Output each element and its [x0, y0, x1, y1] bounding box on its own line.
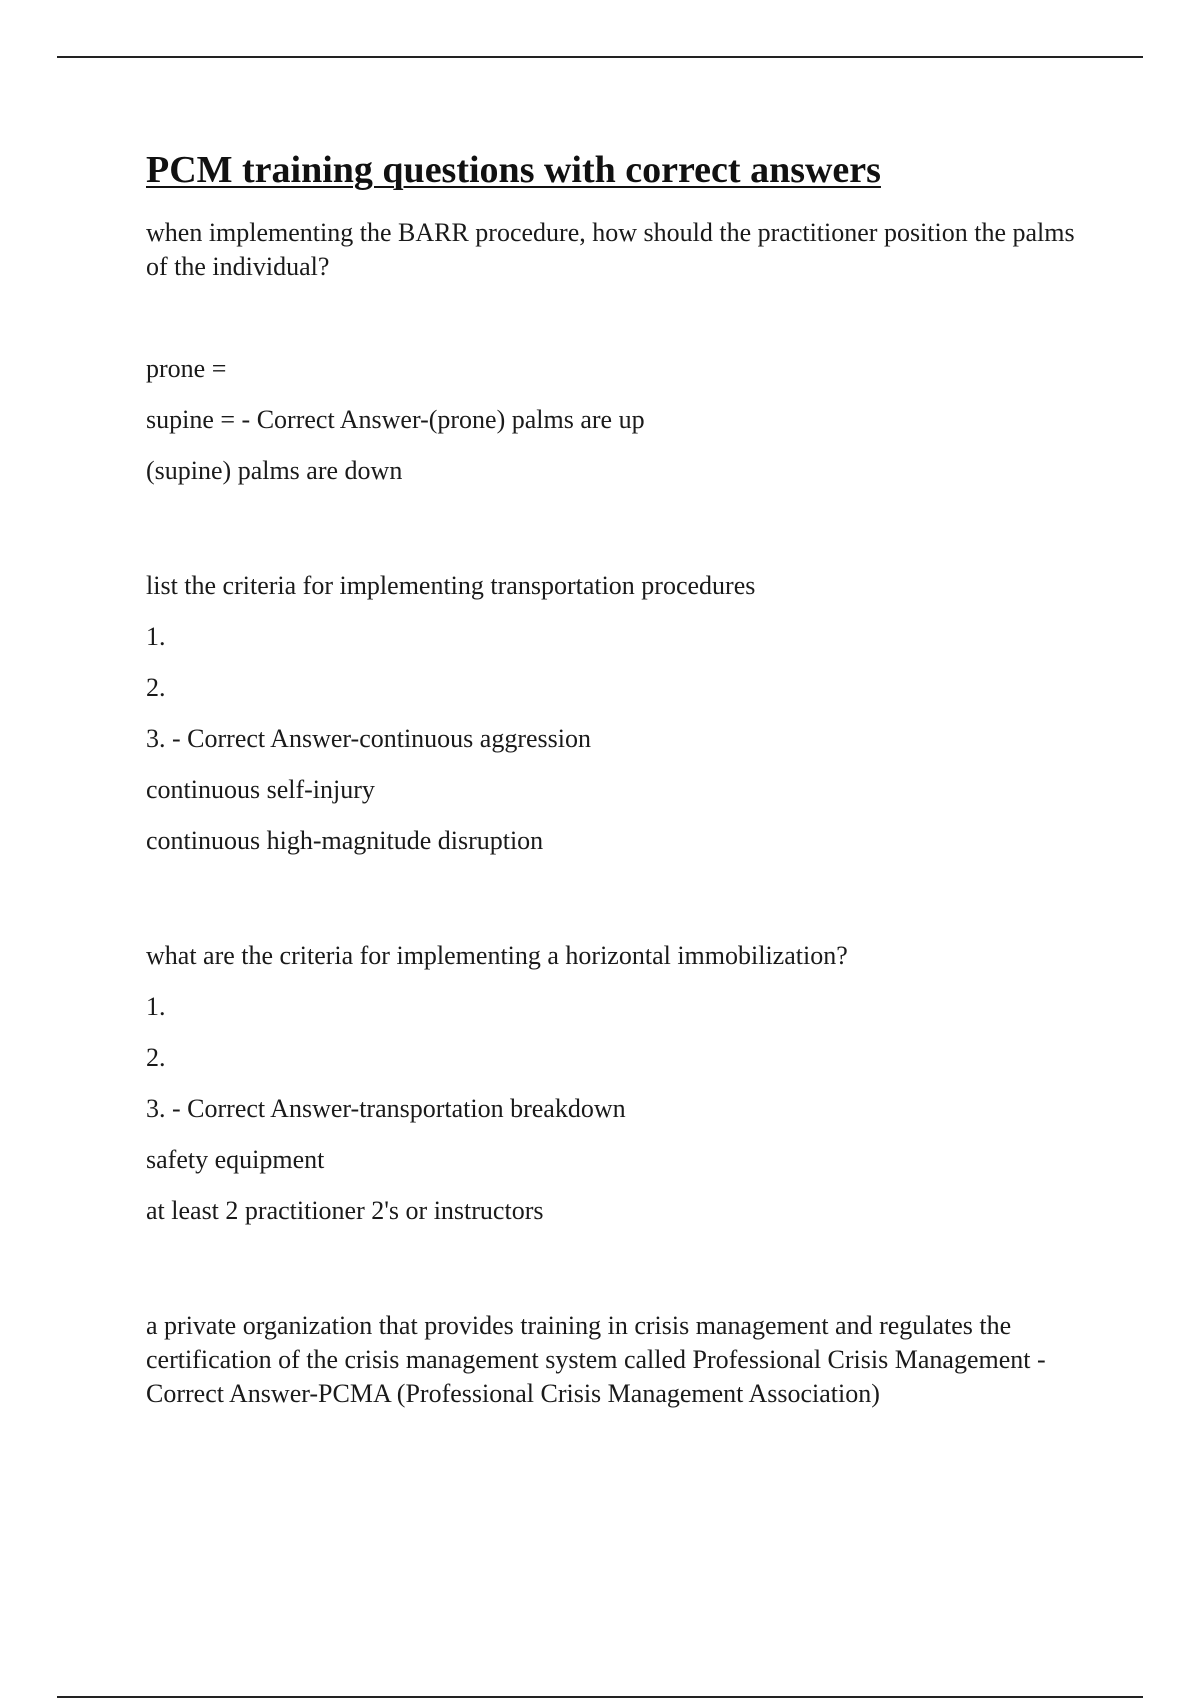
- spacer: [146, 1245, 1096, 1309]
- spacer: [146, 284, 1096, 352]
- answer-line: continuous high-magnitude disruption: [146, 826, 544, 855]
- answer-line: safety equipment: [146, 1145, 325, 1174]
- answer-line: 2.: [146, 673, 166, 702]
- qa-block-2: [146, 569, 1096, 858]
- document-title: PCM training questions with correct answers: [146, 149, 881, 191]
- qa-block-4: [146, 1309, 1096, 1411]
- answer-line: (supine) palms are down: [146, 456, 403, 485]
- document-body: [146, 146, 1096, 1411]
- bottom-rule: [57, 1696, 1143, 1698]
- answer-line: continuous self-injury: [146, 775, 375, 804]
- spacer: [146, 875, 1096, 939]
- answer-line: 2.: [146, 1043, 166, 1072]
- answer-line: at least 2 practitioner 2's or instructors: [146, 1196, 544, 1225]
- question-text: when implementing the BARR procedure, how should the practitioner position the palms of the individual?: [146, 218, 1075, 281]
- answer-line: 3. - Correct Answer-continuous aggression: [146, 724, 591, 753]
- spacer: [146, 505, 1096, 569]
- qa-block-3: [146, 939, 1096, 1228]
- answer-line: prone =: [146, 354, 227, 383]
- qa-block-1: [146, 216, 1096, 488]
- answer-line: 1.: [146, 992, 166, 1021]
- question-text: what are the criteria for implementing a horizontal immobilization?: [146, 941, 848, 970]
- answer-line: 1.: [146, 622, 166, 651]
- top-rule: [57, 56, 1143, 58]
- answer-line: supine = - Correct Answer-(prone) palms are up: [146, 405, 645, 434]
- answer-line: 3. - Correct Answer-transportation breakdown: [146, 1094, 626, 1123]
- question-text: a private organization that provides training in crisis management and regulates the certification of the crisis management system called Professional Crisis Management - Correct Answer-PCMA (Professional Crisis Management Association): [146, 1311, 1046, 1408]
- question-text: list the criteria for implementing transportation procedures: [146, 571, 756, 600]
